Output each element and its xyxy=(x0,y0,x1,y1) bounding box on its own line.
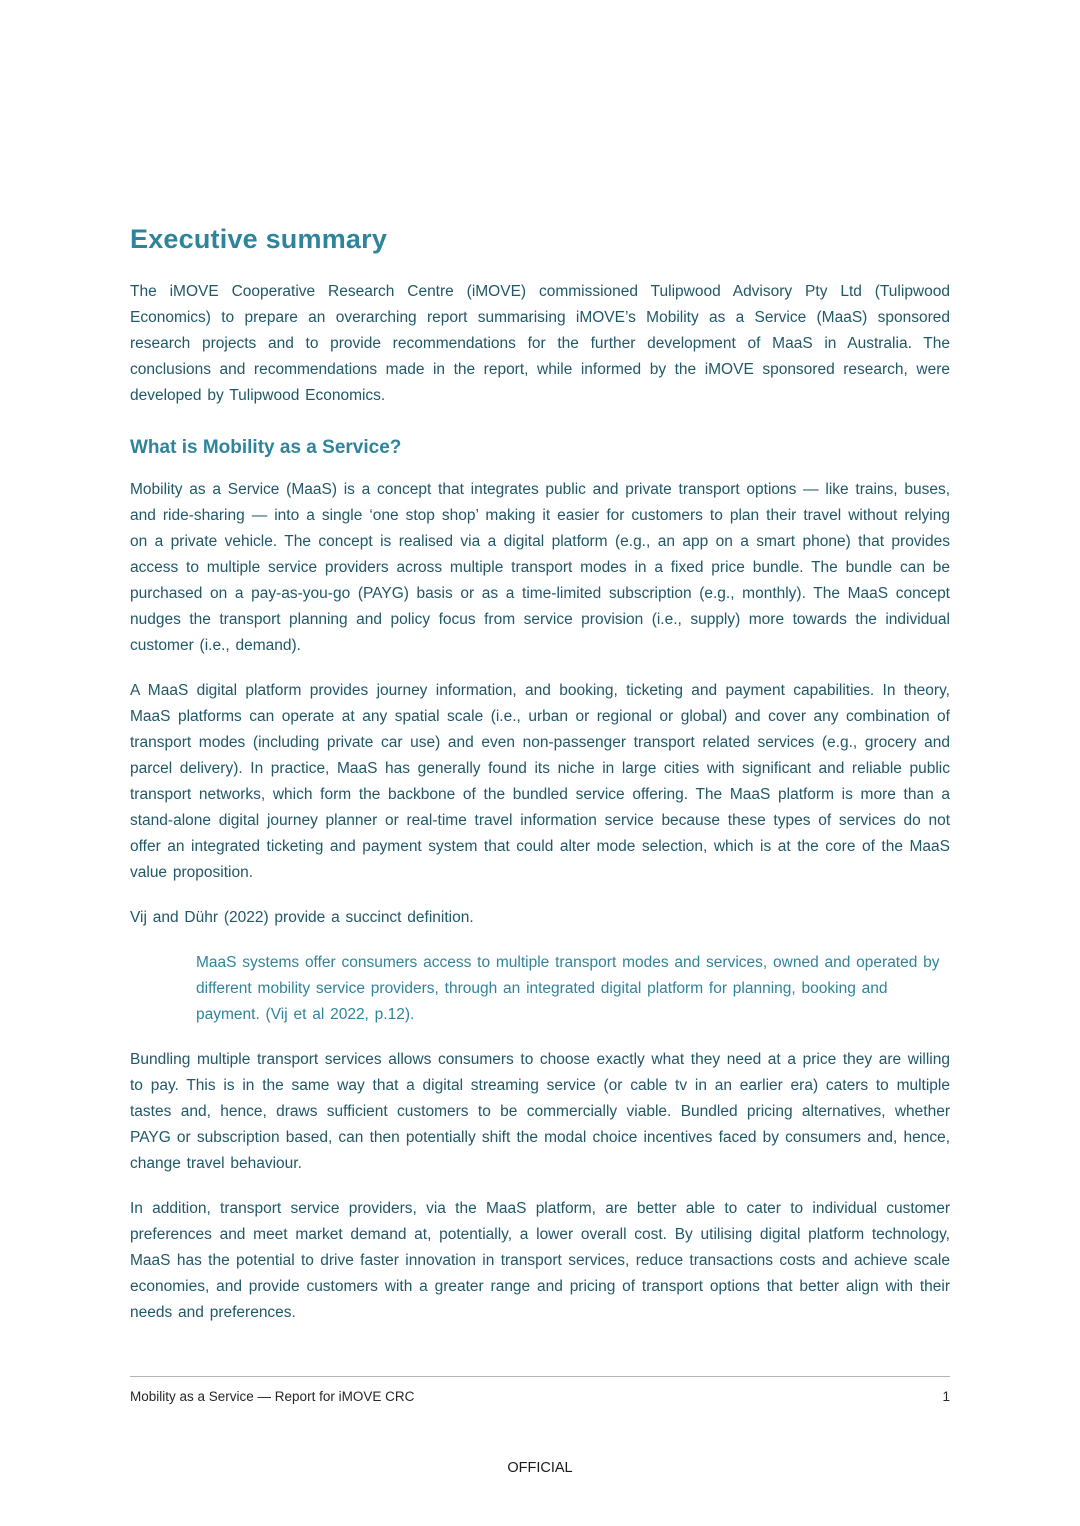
page-content xyxy=(130,0,950,1345)
paragraph-maas-platform: A MaaS digital platform provides journey information, and booking, ticketing and payment capabilities. In theory, MaaS platforms can operate at any spatial scale (i.e., urban or regional or global) and cover any combination of transport modes (including private car use) and even non-passenger transport related services (e.g., grocery and parcel delivery). In practice, MaaS has generally found its niche in large cities with significant and reliable public transport networks, which form the backbone of the bundled service offering. The MaaS platform is more than a stand-alone digital journey planner or real-time travel information service because these types of services do not offer an integrated ticketing and payment system that could alter mode selection, which is at the core of the MaaS value proposition. xyxy=(130,682,950,881)
paragraph-providers: In addition, transport service providers, via the MaaS platform, are better able to cater to individual customer preferences and meet market demand at, potentially, a lower overall cost. By utilising digital platform technology, MaaS has the potential to drive faster innovation in transport services, reduce transactions costs and achieve scale economies, and provide customers with a greater range and pricing of transport options that better align with their needs and preferences. xyxy=(130,1200,950,1321)
paragraph-definition-lead: Vij and Dühr (2022) provide a succinct definition. xyxy=(130,909,474,926)
footer-report-title: Mobility as a Service — Report for iMOVE CRC xyxy=(130,1389,415,1404)
definition-quote: MaaS systems offer consumers access to multiple transport modes and services, owned and operated by different mobility service providers, through an integrated digital platform for planning, booking and payment. (Vij et al 2022, p.12). xyxy=(196,954,940,1023)
paragraph-bundling: Bundling multiple transport services allows consumers to choose exactly what they need at a price they are willing to pay. This is in the same way that a digital streaming service (or cable tv in an earlier era) caters to multiple tastes and, hence, draws sufficient customers to be commercially viable. Bundled pricing alternatives, whether PAYG or subscription based, can then potentially shift the modal choice incentives faced by consumers and, hence, change travel behaviour. xyxy=(130,1051,950,1172)
page-title: Executive summary xyxy=(130,224,388,254)
intro-paragraph: The iMOVE Cooperative Research Centre (iMOVE) commissioned Tulipwood Advisory Pty Ltd (Tulipwood Economics) to prepare an overarching report summarising iMOVE’s Mobility as a Service (MaaS) sponsored research projects and to provide recommendations for the further development of MaaS in Australia. The conclusions and recommendations made in the report, while informed by the iMOVE sponsored research, were developed by Tulipwood Economics. xyxy=(130,283,950,404)
classification-label: OFFICIAL xyxy=(507,1460,573,1476)
section-heading-what-is-maas: What is Mobility as a Service? xyxy=(130,437,402,458)
paragraph-maas-concept: Mobility as a Service (MaaS) is a concept that integrates public and private transport options — like trains, buses, and ride-sharing — into a single ‘one stop shop’ making it easier for customers to plan their travel without relying on a private vehicle. The concept is realised via a digital platform (e.g., an app on a smart phone) that provides access to multiple service providers across multiple transport modes in a fixed price bundle. The bundle can be purchased on a pay-as-you-go (PAYG) basis or as a time-limited subscription (e.g., monthly). The MaaS concept nudges the transport planning and policy focus from service provision (i.e., supply) more towards the individual customer (i.e., demand). xyxy=(130,481,950,654)
page-footer xyxy=(130,1376,950,1404)
page-number: 1 xyxy=(942,1389,950,1404)
